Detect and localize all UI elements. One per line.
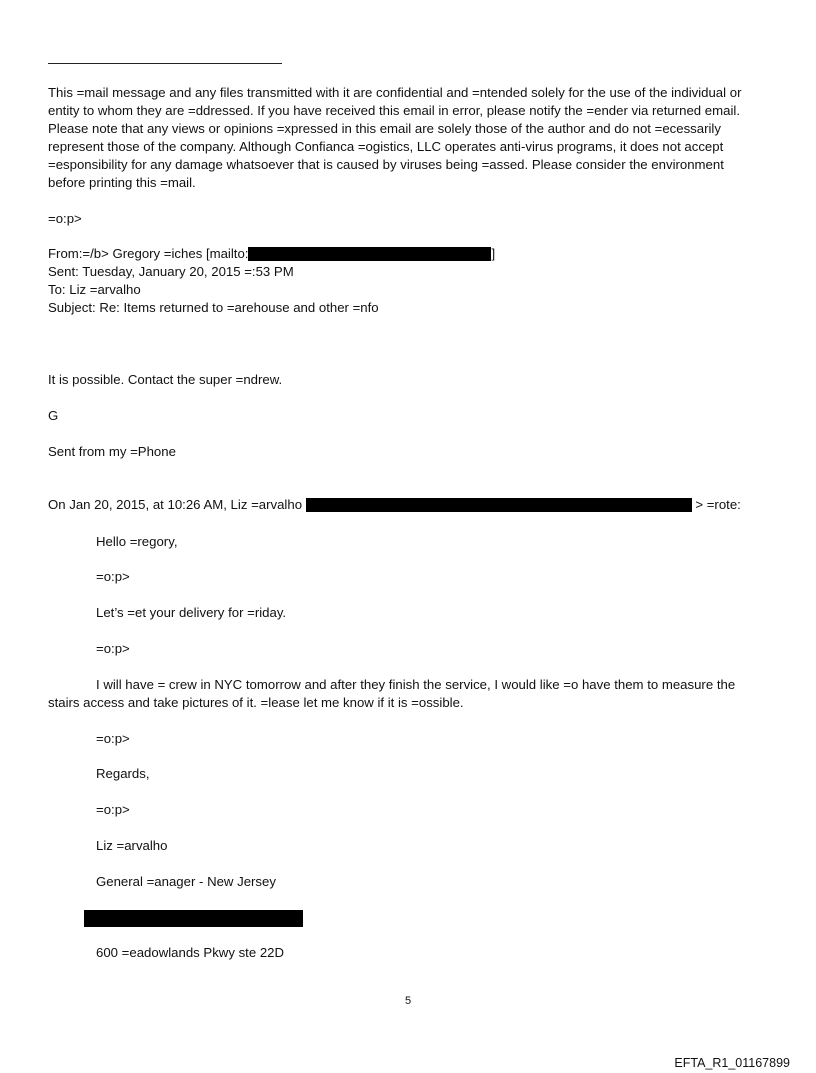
disclaimer-line-3: Please note that any views or opinions =xpressed in this email are solely those of the author and do not =ecessarily	[48, 121, 721, 136]
redacted-email-address	[248, 247, 491, 261]
header-from	[48, 245, 495, 263]
quoted-paragraph-line-1: I will have = crew in NYC tomorrow and after they finish the service, I would like =o have them to measure the	[96, 677, 736, 692]
quoted-friday-line: Let’s =et your delivery for =riday.	[96, 605, 287, 620]
quoted-markup-artifact-3: =o:p>	[96, 731, 130, 746]
document-id: EFTA_R1_01167899	[674, 1056, 790, 1070]
disclaimer-line-4: represent those of the company. Although Confianca =ogistics, LLC operates anti-virus programs, it does not accept	[48, 139, 724, 154]
markup-artifact: =o:p>	[48, 211, 82, 226]
disclaimer-line-2: entity to whom they are =ddressed. If you have received this email in error, please notify the =ender via returned email.	[48, 103, 740, 118]
separator-rule	[48, 63, 282, 64]
header-sent: Sent: Tuesday, January 20, 2015 =:53 PM	[48, 264, 294, 279]
header-from-label: From:=/b> Gregory =iches [mailto:	[48, 246, 249, 261]
reply-signoff: G	[48, 408, 59, 423]
disclaimer-line-6: before printing this =mail.	[48, 175, 196, 190]
header-from-bracket: ]	[491, 246, 496, 261]
signature-title: General =anager - New Jersey	[96, 874, 276, 889]
quoted-attribution-start: On Jan 20, 2015, at 10:26 AM, Liz =arvalho	[48, 497, 306, 512]
reply-body: It is possible. Contact the super =ndrew.	[48, 372, 283, 387]
redacted-signature-line	[84, 910, 303, 927]
quoted-markup-artifact-1: =o:p>	[96, 569, 130, 584]
quoted-regards: Regards,	[96, 766, 150, 781]
signature-name: Liz =arvalho	[96, 838, 168, 853]
disclaimer-line-1: This =mail message and any files transmitted with it are confidential and =ntended solely for the use of the individual or	[48, 85, 742, 100]
disclaimer-line-5: =esponsibility for any damage whatsoever that is caused by viruses being =assed. Please consider the environment	[48, 157, 724, 172]
quoted-paragraph-line-2: stairs access and take pictures of it. =lease let me know if it is =ossible.	[48, 695, 464, 710]
reply-sent-from: Sent from my =Phone	[48, 444, 176, 459]
page-number: 5	[404, 995, 412, 1007]
quoted-markup-artifact-2: =o:p>	[96, 641, 130, 656]
header-to: To: Liz =arvalho	[48, 282, 141, 297]
quoted-markup-artifact-4: =o:p>	[96, 802, 130, 817]
header-subject: Subject: Re: Items returned to =arehouse and other =nfo	[48, 300, 379, 315]
quoted-attribution	[48, 496, 741, 514]
signature-address: 600 =eadowlands Pkwy ste 22D	[96, 945, 285, 960]
quoted-greeting: Hello =regory,	[96, 534, 178, 549]
redacted-sender-address	[306, 498, 692, 512]
quoted-attribution-end: > =rote:	[691, 497, 741, 512]
